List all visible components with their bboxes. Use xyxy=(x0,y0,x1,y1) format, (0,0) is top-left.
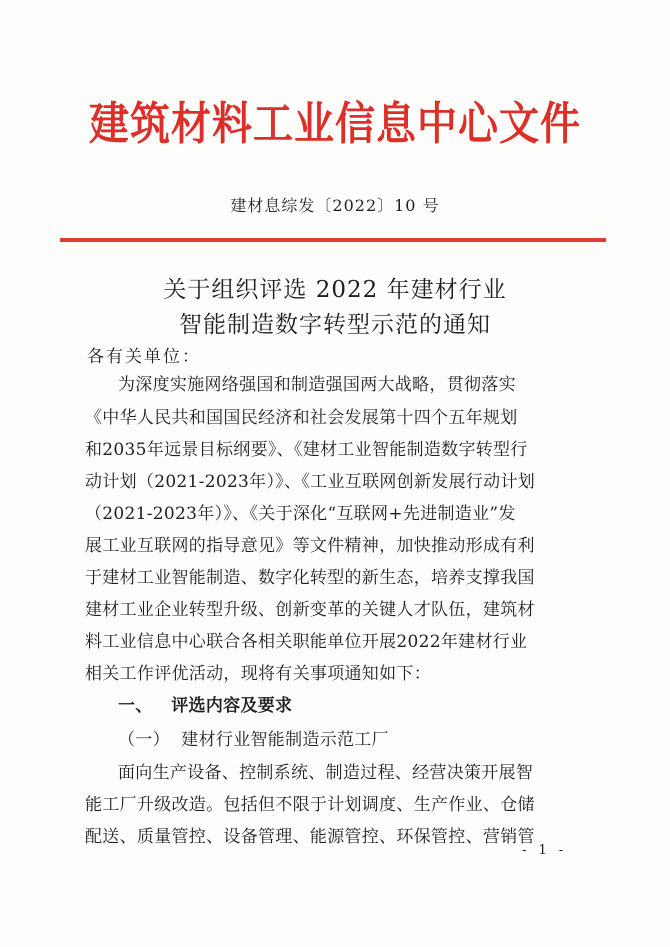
body-line: 相关工作评优活动，现将有关事项通知如下： xyxy=(85,664,431,684)
body-line: 《中华人民共和国国民经济和社会发展第十四个五年规划 xyxy=(85,408,518,428)
page-number: - 1 - xyxy=(522,843,568,858)
document-number: 建材息综发〔2022〕10 号 xyxy=(230,196,440,215)
body-line: 和2035年远景目标纲要》、《建材工业智能制造数字转型行 xyxy=(85,440,528,460)
body-line: 为深度实施网络强国和制造强国两大战略，贯彻落实 xyxy=(118,375,516,395)
notice-title-line-1: 关于组织评选 2022 年建材行业 xyxy=(163,277,507,303)
body-line: 能工厂升级改造。包括但不限于计划调度、生产作业、仓储 xyxy=(85,795,535,815)
document-header-title: 建筑材料工业信息中心文件 xyxy=(89,98,581,151)
subsection-heading: （一） 建材行业智能制造示范工厂 xyxy=(118,730,389,750)
body-line: 建材工业企业转型升级、创新变革的关键人才队伍，建筑材 xyxy=(85,600,535,620)
notice-title-line-2: 智能制造数字转型示范的通知 xyxy=(179,312,491,338)
body-line: （2021-2023年）》、《关于深化“互联网+先进制造业”发 xyxy=(85,504,516,524)
body-line: 料工业信息中心联合各相关职能单位开展2022年建材行业 xyxy=(85,632,528,652)
section-heading: 一、 评选内容及要求 xyxy=(118,696,293,716)
body-line: 动计划（2021-2023年）》、《工业互联网创新发展行动计划 xyxy=(85,472,536,492)
header-divider xyxy=(60,238,606,242)
body-line: 面向生产设备、控制系统、制造过程、经营决策开展智 xyxy=(118,763,534,783)
body-line: 配送、质量管控、设备管理、能源管控、环保管控、营销管 xyxy=(85,827,535,847)
body-line: 于建材工业智能制造、数字化转型的新生态，培养支撑我国 xyxy=(85,568,535,588)
body-line: 展工业互联网的指导意见》等文件精神，加快推动形成有利 xyxy=(85,536,535,556)
salutation: 各有关单位： xyxy=(87,347,201,367)
